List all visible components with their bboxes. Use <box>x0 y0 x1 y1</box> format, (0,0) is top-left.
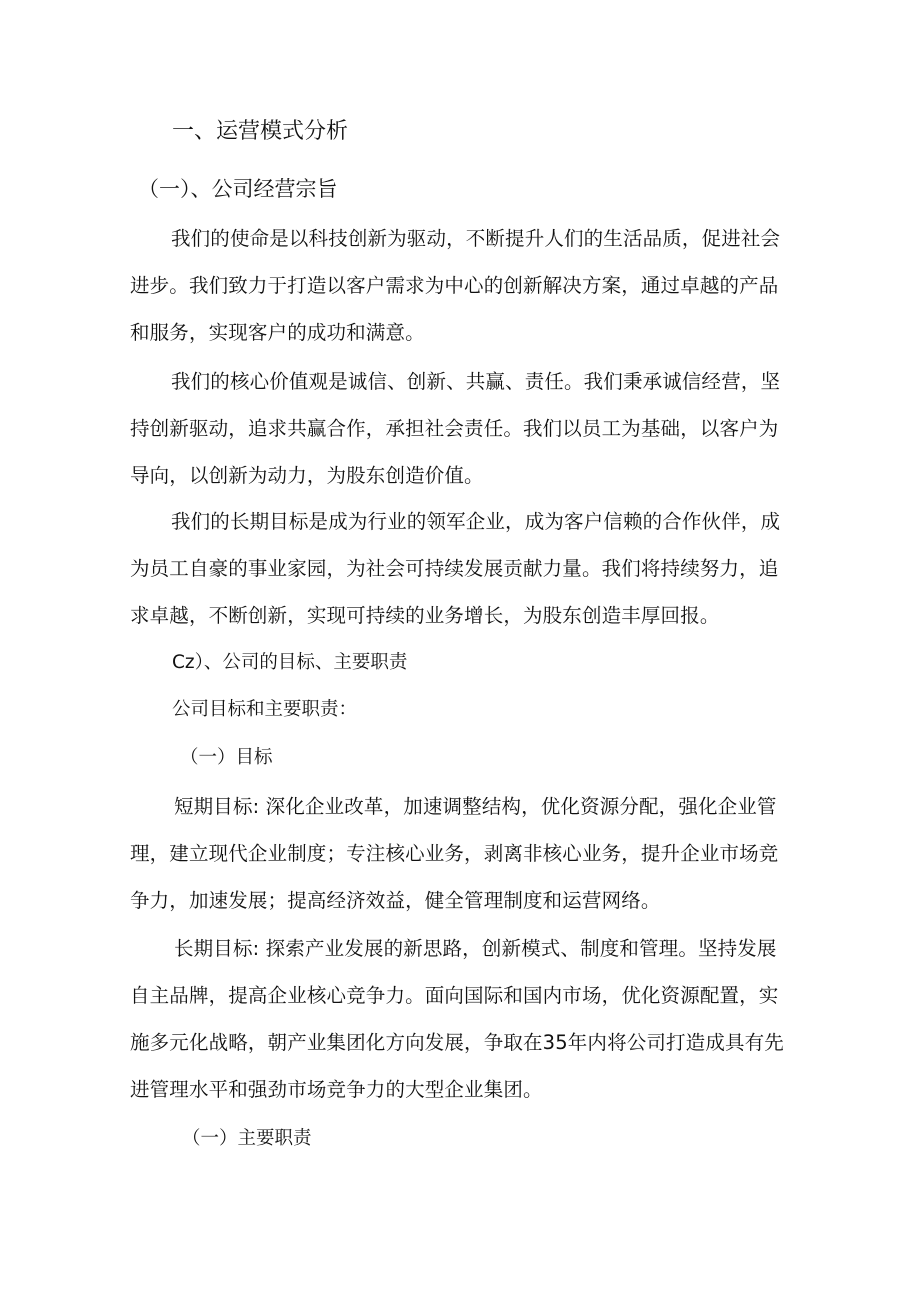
paragraph-mission-line: 进步。我们致力于打造以客户需求为中心的创新解决方案，通过卓越的产品 <box>130 274 779 297</box>
goals-heading: （一）目标 <box>180 747 273 768</box>
paragraph-longterm-vision-line: 求卓越，不断创新，实现可持续的业务增长，为股东创造丰厚回报。 <box>130 604 720 627</box>
subsection-heading-goals-duties: Cz）、公司的目标、主要职责 <box>172 652 408 673</box>
long-term-goal-line: 进管理水平和强劲市场竞争力的大型企业集团。 <box>130 1078 543 1101</box>
long-term-goal-line: 自主品牌，提高企业核心竞争力。面向国际和国内市场，优化资源配置，实 <box>130 984 779 1007</box>
goals-intro-text: 公司目标和主要职责： <box>172 699 358 720</box>
paragraph-values-line: 我们的核心价值观是诚信、创新、共赢、责任。我们秉承诚信经营，坚 <box>171 370 781 393</box>
long-term-goal-line: 长期目标: 探索产业发展的新思路，创新模式、制度和管理。坚持发展 <box>174 937 777 960</box>
long-term-goal-line: 施多元化战略，朝产业集团化方向发展，争取在35年内将公司打造成具有先 <box>130 1031 784 1054</box>
paragraph-longterm-vision-line: 我们的长期目标是成为行业的领军企业，成为客户信赖的合作伙伴，成 <box>171 510 781 533</box>
short-term-goal-line: 争力，加速发展；提高经济效益，健全管理制度和运营网络。 <box>130 889 661 912</box>
section-heading-operation-mode: 一、运营模式分析 <box>172 119 349 144</box>
paragraph-values-line: 持创新驱动，追求共赢合作，承担社会责任。我们以员工为基础，以客户为 <box>130 417 779 440</box>
duties-heading: （一）主要职责 <box>182 1128 312 1149</box>
paragraph-values-line: 导向，以创新为动力，为股东创造价值。 <box>130 464 484 487</box>
subsection-heading-purpose: （一）、公司经营宗旨 <box>138 177 338 201</box>
paragraph-mission-line: 和服务，实现客户的成功和满意。 <box>130 321 425 344</box>
short-term-goal-line: 短期目标: 深化企业改革，加速调整结构，优化资源分配，强化企业管 <box>174 795 777 818</box>
paragraph-mission-line: 我们的使命是以科技创新为驱动，不断提升人们的生活品质，促进社会 <box>171 227 781 250</box>
paragraph-longterm-vision-line: 为员工自豪的事业家园，为社会可持续发展贡献力量。我们将持续努力，追 <box>130 557 779 580</box>
short-term-goal-line: 理，建立现代企业制度；专注核心业务，剥离非核心业务，提升企业市场竞 <box>130 842 779 865</box>
